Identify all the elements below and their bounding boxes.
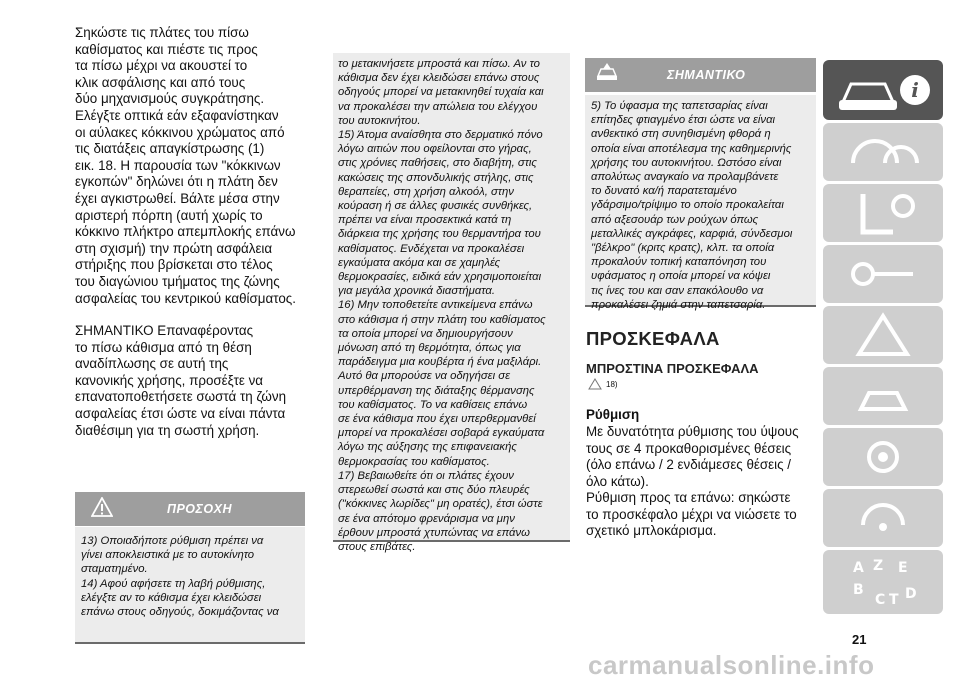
- airbag-seat-icon: [823, 184, 943, 242]
- svg-text:i: i: [911, 78, 919, 102]
- airbag-ref-icon: [588, 378, 602, 390]
- note-ref-number: 18): [606, 379, 618, 389]
- index-letter-b: B: [853, 582, 864, 598]
- tab-specs[interactable]: [823, 428, 943, 486]
- body-paragraph-1: Σηκώστε τις πλάτες του πίσω καθίσματος και πιέστε τις προς τα πίσω μέχρι να ακουστεί το κλικ ασφάλισης και από τους δύο μηχανισμούς συγκράτησης. Ελέγξτε οπτικά εάν εξαφανίστηκαν οι αύλακες κόκκινου χρώματος από τις διατάξεις απαγκίστρωσης (1) εικ. 18. Η παρουσία των "κόκκινων εγκοπών" δηλώνει ότι η πλάτη δεν έχει αγκιστρωθεί. Βάλτε μέσα στην αριστερή πόρπη (αυτή χωρίς το κόκκινο πλήκτρο απεμπλοκής επάνω στη σχισμή) την πρώτη ασφάλεια στήριξης που βρίσκεται στο τέλος του διαγώνιου τμήματος της ζώνης ασφαλείας του κεντρικού καθίσματος.: [75, 25, 296, 306]
- important-header: [585, 58, 816, 92]
- car-warning-icon: [595, 63, 619, 88]
- caution-title: ΠΡΟΣΟΧΗ: [167, 502, 232, 516]
- alphabet-index-icon: [823, 550, 943, 614]
- tab-emergency[interactable]: [823, 306, 943, 364]
- tab-media[interactable]: [823, 489, 943, 547]
- media-icon: [823, 489, 943, 547]
- important-text: 5) Το ύφασμα της ταπετσαρίας είναι επίτηδες φτιαγμένο έτσι ώστε να είναι ανθεκτικό στη συνηθισμένη φθορά η οποία είναι αποτέλεσμα της καθημερινής χρήσης του αυτοκινήτου. Ωστόσο είναι απολύτως αναγκαίο να προλαμβάνετε το δυνατό κα/ή παρατεταμένο γδάρσιμο/τρίψιμο το οποίο προκαλείται από αξεσουάρ των ρούχων όπως μεταλλικές αγκράφες, καρφιά, σύνδεσμοι "βέλκρο" (κριτς κρατς), κλπ. τα οποία προκαλούν τοπική καταπόνηση του υφάσματος η οποία μπορεί να κόψει τις ίνες του και σαν επακόλουθο να προκαλέσει ζημιά στην ταπετσαρία.: [591, 100, 793, 311]
- page-number: 21: [852, 632, 867, 647]
- important-box: [585, 95, 816, 311]
- index-letter-d: D: [905, 586, 917, 602]
- adjust-title: Ρύθμιση: [586, 407, 640, 422]
- wrench-car-icon: [823, 367, 943, 425]
- continued-notes-box: [333, 53, 570, 553]
- caution-header: [75, 492, 305, 526]
- left-column: [75, 25, 310, 439]
- index-letter-a: A: [853, 560, 864, 576]
- section-title: ΠΡΟΣΚΕΦΑΛΑ: [586, 328, 720, 349]
- tab-maintenance[interactable]: [823, 367, 943, 425]
- dashboard-gauge-icon: [823, 123, 943, 181]
- caution-box: [75, 527, 305, 644]
- side-tab-rail: [823, 60, 945, 680]
- specs-car-icon: [823, 428, 943, 486]
- tab-dashboard[interactable]: [823, 123, 943, 181]
- tab-safety[interactable]: [823, 184, 943, 242]
- note-reference: [588, 378, 618, 390]
- tab-starting[interactable]: [823, 245, 943, 303]
- caution-text: 13) Οποιαδήποτε ρύθμιση πρέπει να γίνει αποκλειστικά με το αυτοκίνητο σταματημένο. 14) Αφού αφήσετε τη λαβή ρύθμισης, ελέγξτε αν το κάθισμα έχει κλειδώσει επάνω στους οδηγούς, δοκιμάζοντας να: [81, 535, 279, 619]
- important-title: ΣΗΜΑΝΤΙΚΟ: [667, 68, 746, 82]
- index-letter-c: C: [875, 592, 886, 608]
- subsection-title: ΜΠΡΟΣΤΙΝΑ ΠΡΟΣΚΕΦΑΛΑ: [586, 361, 759, 376]
- watermark: carmanualsonline.info: [588, 650, 875, 680]
- key-start-icon: [823, 245, 943, 303]
- tab-car-info[interactable]: [823, 60, 943, 120]
- index-letter-e: E: [898, 560, 908, 576]
- adjust-paragraph-2: Ρύθμιση προς τα επάνω: σηκώστε το προσκέφαλο μέχρι να νιώσετε το σχετικό μπλοκάρισμα.: [586, 490, 797, 539]
- car-info-icon: [823, 60, 943, 120]
- tab-index[interactable]: [823, 550, 943, 614]
- index-letter-z: Z: [873, 558, 884, 574]
- notes-text: το μετακινήσετε μπροστά και πίσω. Αν το κάθισμα δεν έχει κλειδώσει επάνω στους οδηγούς μπορεί να μετακινηθεί τυχαία και να προκαλέσει την απώλεια του ελέγχου του αυτοκινήτου. 15) Άτομα αναίσθητα στο δερματικό πόνο λόγω αιτιών που οφείλονται στο γήρας, στις χρόνιες παθήσεις, στο διαβήτη, στις κακώσεις της σπονδυλικής στήλης, στις θεραπείες, στη χρήση αλκοόλ, στην κούραση ή σε άλλες φυσικές συνθήκες, πρέπει να είναι προσεκτικά κατά τη διάρκεια της χρήσης του θερμαντήρα του καθίσματος. Ενδέχεται να προκαλέσει εγκαύματα ακόμα και σε χαμηλές θερμοκρασίες, ειδικά εάν χρησιμοποιείται για μεγάλα χρονικά διαστήματα. 16) Μην τοποθετείτε αντικείμενα επάνω στο κάθισμα ή στην πλάτη του καθίσματος τα οποία μπορεί να δημιουργήσουν μόνωση από τη θερμότητα, όπως για παράδειγμα μια κουβέρτα ή ένα μαξιλάρι. Αυτό θα μπορούσε να οδηγήσει σε υπερθέρμανση της διάταξης θέρμανσης του καθίσματος. Το να καθίσεις επάνω σε ένα κάθισμα που έχει υπερθερμανθεί μπορεί να προκαλέσει σοβαρά εγκαύματα λόγω της αύξησης της επιφανειακής θερμοκρασίας του καθίσματος. 17) Βεβαιωθείτε ότι οι πλάτες έχουν στερεωθεί σωστά και στις δύο πλευρές ("κόκκινες λωρίδες" μη ορατές), έτσι ώστε σε ένα απότομο φρενάρισμα να μην έρθουν μπροστά χτυπώντας να επάνω στους επιβάτες.: [338, 58, 546, 553]
- warning-triangle-icon: [823, 306, 943, 364]
- index-letter-t: T: [889, 592, 899, 608]
- body-paragraph-2: ΣΗΜΑΝΤΙΚΟ Επαναφέροντας το πίσω κάθισμα από τη θέση αναδίπλωσης σε αυτή της κανονικής χρήσης, προσέξτε να επανατοποθετήσετε σωστά τη ζώνη ασφαλείας έτσι ώστε να είναι πάντα διαθέσιμη για τη σωστή χρήση.: [75, 323, 287, 438]
- adjust-paragraph-1: Με δυνατότητα ρύθμισης του ύψους τους σε 4 προκαθορισμένες θέσεις (όλο επάνω / 2 ενδιάμεσες θέσεις / όλο κάτω).: [586, 424, 799, 489]
- warning-triangle-icon: [91, 497, 113, 522]
